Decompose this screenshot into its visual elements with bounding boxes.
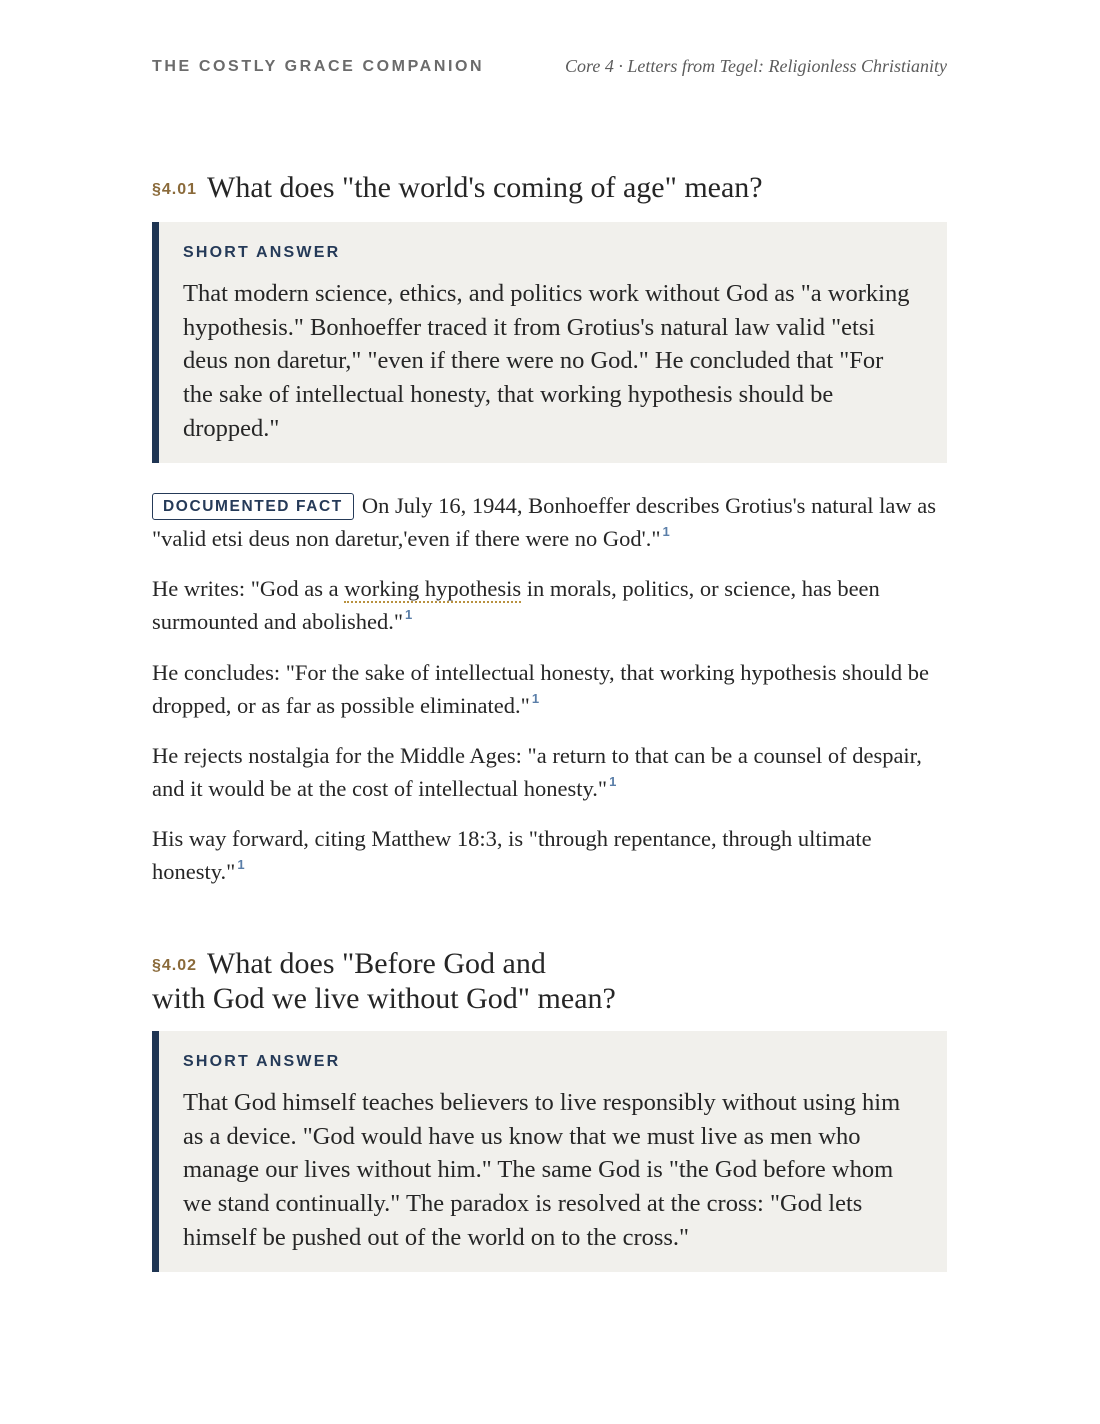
question-text-line-1: What does "Before God and bbox=[207, 947, 546, 980]
paragraph-text: in morals, politics, or science, has been surmounted and abolished." bbox=[152, 576, 880, 635]
footnote-ref[interactable]: 1 bbox=[237, 857, 245, 873]
question-text-line-2: with God we live without God" mean? bbox=[152, 982, 616, 1015]
short-answer-text: That God himself teaches believers to live responsibly without using him as a device. "God would have us know that we must live as men who manage our lives without him." The same God is "the God before whom we stand continually." The paradox is resolved at the cross: "God lets himself be pushed out of the world on to the cross." bbox=[183, 1089, 901, 1251]
glossary-term-working-hypothesis[interactable]: working hypothesis bbox=[344, 576, 522, 601]
paragraph bbox=[152, 739, 947, 806]
paragraph bbox=[152, 822, 947, 889]
fact-paragraph bbox=[152, 489, 947, 556]
running-header bbox=[152, 56, 947, 80]
footnote-ref[interactable]: 1 bbox=[609, 774, 617, 790]
short-answer-box bbox=[152, 222, 947, 463]
short-answer-text: That modern science, ethics, and politics work without God as "a working hypothesis." Bonhoeffer traced it from Grotius's natural law valid "etsi deus non daretur," "even if there were no God." He concluded that "For the sake of intellectual honesty, that working hypothesis should be dropped." bbox=[183, 280, 910, 442]
question-text: What does "the world's coming of age" mean? bbox=[207, 171, 763, 204]
paragraph bbox=[152, 572, 947, 639]
section-number: §4.01 bbox=[152, 181, 198, 198]
paragraph-text: He writes: "God as a bbox=[152, 576, 345, 601]
paragraph bbox=[152, 656, 947, 723]
short-answer-box bbox=[152, 1031, 947, 1272]
section-heading-4-01 bbox=[152, 171, 947, 206]
section-heading-4-02 bbox=[152, 947, 947, 1015]
short-answer-label: SHORT ANSWER bbox=[183, 244, 341, 261]
documented-fact-badge: DOCUMENTED FACT bbox=[152, 493, 354, 520]
footnote-ref[interactable]: 1 bbox=[662, 524, 670, 540]
footnote-ref[interactable]: 1 bbox=[405, 607, 413, 623]
paragraph-text: On July 16, 1944, Bonhoeffer describes Grotius's natural law as "valid etsi deus non daretur,'even if there were no God'." bbox=[152, 493, 937, 552]
short-answer-label: SHORT ANSWER bbox=[183, 1053, 341, 1070]
section-number: §4.02 bbox=[152, 957, 198, 974]
paragraph-text: He rejects nostalgia for the Middle Ages: "a return to that can be a counsel of despair, and it would be at the cost of intellectual honesty." bbox=[152, 743, 922, 802]
footnote-ref[interactable]: 1 bbox=[531, 691, 540, 707]
paragraph-text: He concludes: "For the sake of intellectual honesty, that working hypothesis should be dropped, or as far as possible eliminated." bbox=[152, 660, 929, 719]
chapter-title: Core 4 · Letters from Tegel: Religionless Christianity bbox=[565, 56, 947, 76]
book-title: THE COSTLY GRACE COMPANION bbox=[152, 58, 485, 75]
paragraph-text: His way forward, citing Matthew 18:3, is "through repentance, through ultimate honesty." bbox=[152, 826, 872, 885]
